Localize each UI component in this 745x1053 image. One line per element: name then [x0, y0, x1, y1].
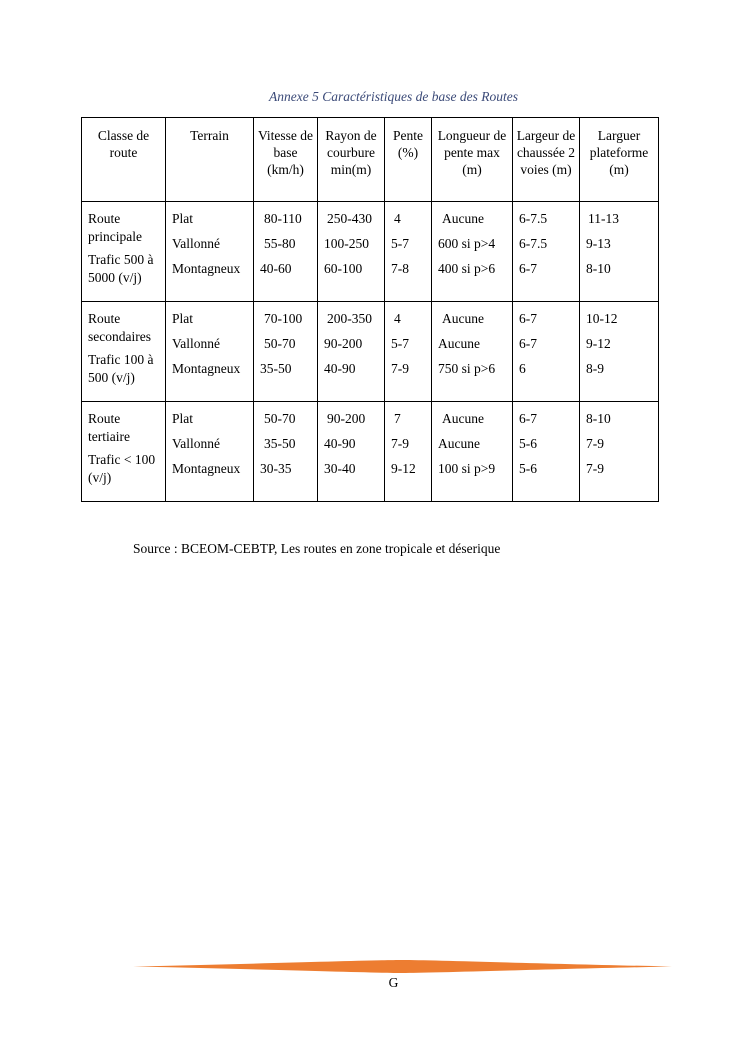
rayon-value: 40-90: [324, 361, 356, 376]
class-traffic: Trafic 100 à 500 (v/j): [88, 352, 154, 385]
largeur-plateforme-value: 8-10: [586, 261, 611, 276]
vitesse-cell: [254, 302, 318, 402]
terrain-cell: [166, 202, 254, 302]
largeur-chaussee-value: 6-7.5: [519, 211, 548, 226]
header-pente: Pente (%): [385, 118, 432, 202]
longueur-cell: [432, 202, 513, 302]
terrain-value: Montagneux: [172, 461, 241, 476]
vitesse-value: 50-70: [264, 411, 296, 426]
class-traffic: Trafic < 100 (v/j): [88, 452, 156, 485]
longueur-value: Aucune: [442, 411, 484, 426]
largeur-chaussee-value: 6-7.5: [519, 236, 548, 251]
pente-cell: [385, 202, 432, 302]
longueur-cell: [432, 402, 513, 502]
header-longueur: Longueur de pente max (m): [432, 118, 513, 202]
largeur-plateforme-value: 9-13: [586, 236, 611, 251]
pente-value: 4: [394, 211, 401, 226]
class-cell: [82, 402, 166, 502]
largeur-plateforme-value: 7-9: [586, 436, 604, 451]
rayon-value: 90-200: [327, 411, 366, 426]
header-classe: Classe de route: [82, 118, 166, 202]
vitesse-cell: [254, 202, 318, 302]
vitesse-cell: [254, 402, 318, 502]
vitesse-value: 40-60: [260, 261, 292, 276]
largeur-chaussee-value: 6-7: [519, 261, 537, 276]
rayon-value: 30-40: [324, 461, 356, 476]
largeur-plateforme-value: 8-10: [586, 411, 611, 426]
largeur-chaussee-cell: [513, 302, 580, 402]
longueur-value: Aucune: [438, 336, 480, 351]
largeur-plateforme-value: 11-13: [588, 211, 619, 226]
longueur-value: Aucune: [438, 436, 480, 451]
pente-value: 9-12: [391, 461, 416, 476]
terrain-value: Montagneux: [172, 261, 241, 276]
class-cell: [82, 302, 166, 402]
terrain-cell: [166, 402, 254, 502]
longueur-value: 400 si p>6: [438, 261, 496, 276]
rayon-value: 100-250: [324, 236, 369, 251]
pente-value: 5-7: [391, 236, 409, 251]
rayon-cell: [318, 302, 385, 402]
terrain-value: Montagneux: [172, 361, 241, 376]
pente-cell: [385, 402, 432, 502]
vitesse-value: 30-35: [260, 461, 292, 476]
pente-value: 7-8: [391, 261, 409, 276]
largeur-plateforme-cell: [580, 302, 659, 402]
largeur-chaussee-cell: [513, 402, 580, 502]
road-characteristics-table: [81, 117, 659, 502]
terrain-value: Plat: [172, 311, 194, 326]
vitesse-value: 50-70: [264, 336, 296, 351]
largeur-plateforme-cell: [580, 402, 659, 502]
table-row: [82, 202, 659, 302]
terrain-value: Vallonné: [172, 236, 220, 251]
longueur-value: 600 si p>4: [438, 236, 496, 251]
rayon-value: 60-100: [324, 261, 363, 276]
footer-decorative-bar: [133, 960, 672, 973]
terrain-value: Plat: [172, 411, 194, 426]
table-row: [82, 402, 659, 502]
vitesse-value: 35-50: [260, 361, 292, 376]
vitesse-value: 70-100: [264, 311, 303, 326]
header-rayon: Rayon de courbure min(m): [318, 118, 385, 202]
longueur-value: 100 si p>9: [438, 461, 496, 476]
terrain-value: Plat: [172, 211, 194, 226]
class-name: Route tertiaire: [88, 411, 130, 444]
longueur-value: 750 si p>6: [438, 361, 496, 376]
pente-value: 7-9: [391, 361, 409, 376]
class-name: Route principale: [88, 211, 142, 244]
pente-cell: [385, 302, 432, 402]
rayon-cell: [318, 202, 385, 302]
largeur-chaussee-value: 5-6: [519, 461, 537, 476]
page-number: G: [388, 975, 399, 990]
source-note: Source : BCEOM-CEBTP, Les routes en zone tropicale et déserique: [133, 541, 501, 556]
vitesse-value: 80-110: [264, 211, 302, 226]
class-traffic: Trafic 500 à 5000 (v/j): [88, 252, 154, 285]
largeur-chaussee-cell: [513, 202, 580, 302]
rayon-value: 90-200: [324, 336, 363, 351]
table-row: [82, 302, 659, 402]
largeur-chaussee-value: 6-7: [519, 311, 537, 326]
terrain-value: Vallonné: [172, 436, 220, 451]
pente-value: 7: [394, 411, 401, 426]
table-caption: Annexe 5 Caractéristiques de base des Routes: [269, 89, 518, 104]
rayon-value: 40-90: [324, 436, 356, 451]
header-largeur-chaussee: Largeur de chaussée 2 voies (m): [513, 118, 580, 202]
largeur-plateforme-value: 7-9: [586, 461, 604, 476]
rayon-value: 200-350: [327, 311, 372, 326]
header-largeur-plateforme: Larguer plateforme (m): [580, 118, 659, 202]
header-vitesse: Vitesse de base (km/h): [254, 118, 318, 202]
largeur-plateforme-value: 10-12: [586, 311, 618, 326]
largeur-plateforme-value: 8-9: [586, 361, 604, 376]
vitesse-value: 35-50: [264, 436, 296, 451]
pente-value: 4: [394, 311, 401, 326]
terrain-cell: [166, 302, 254, 402]
longueur-cell: [432, 302, 513, 402]
largeur-plateforme-cell: [580, 202, 659, 302]
longueur-value: Aucune: [442, 311, 484, 326]
class-cell: [82, 202, 166, 302]
longueur-value: Aucune: [442, 211, 484, 226]
terrain-value: Vallonné: [172, 336, 220, 351]
vitesse-value: 55-80: [264, 236, 296, 251]
footer-bar-shape: [133, 960, 672, 973]
header-terrain: Terrain: [166, 118, 254, 202]
rayon-cell: [318, 402, 385, 502]
class-name: Route secondaires: [88, 311, 151, 344]
largeur-chaussee-value: 6-7: [519, 336, 537, 351]
pente-value: 7-9: [391, 436, 409, 451]
largeur-chaussee-value: 5-6: [519, 436, 537, 451]
largeur-chaussee-value: 6: [519, 361, 526, 376]
header-row: [82, 118, 659, 202]
largeur-chaussee-value: 6-7: [519, 411, 537, 426]
largeur-plateforme-value: 9-12: [586, 336, 611, 351]
rayon-value: 250-430: [327, 211, 372, 226]
pente-value: 5-7: [391, 336, 409, 351]
